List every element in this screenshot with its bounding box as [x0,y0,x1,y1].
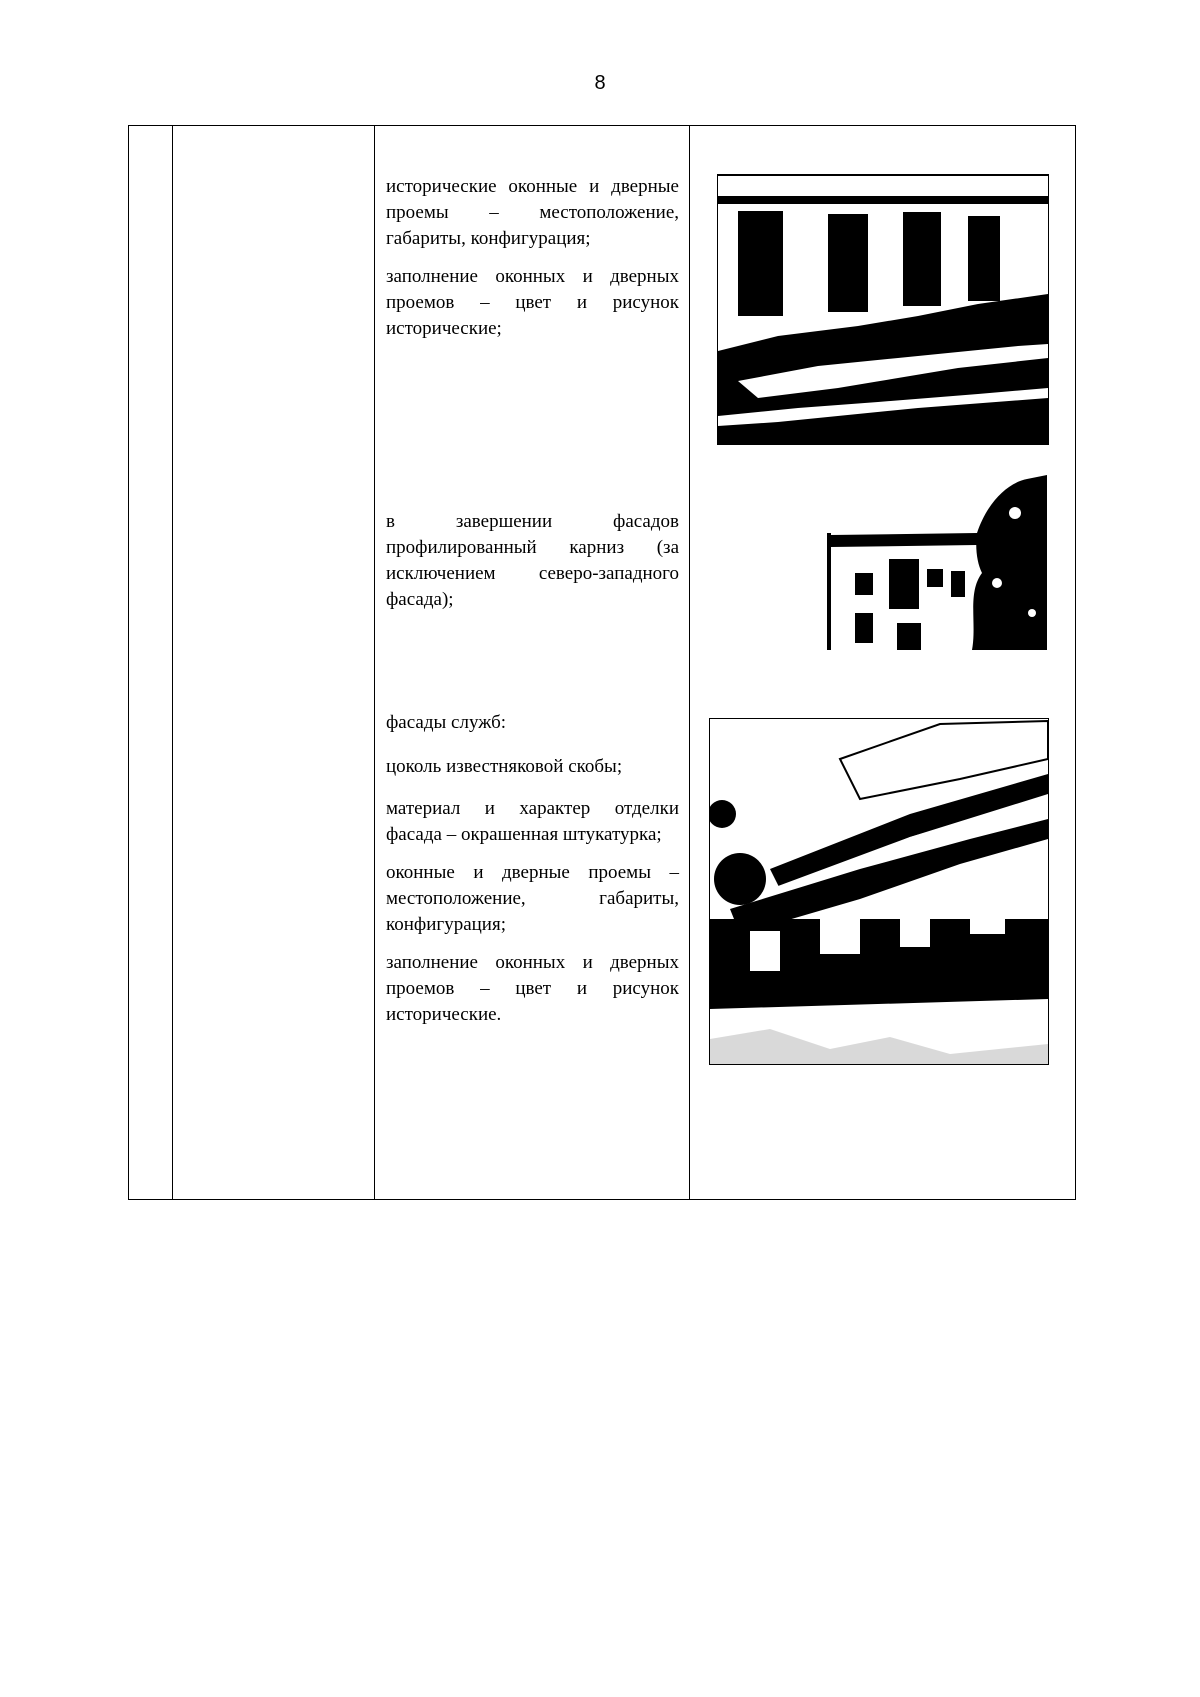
description-paragraph: фасады служб: [386,712,507,733]
description-block-cornice [386,509,679,625]
column-divider-3 [689,126,690,1199]
service-facades-image [710,719,1048,1064]
description-block-windows [386,174,679,354]
corner-building-image [827,473,1047,650]
description-paragraph: исторические оконные и дверные проемы – местоположение, габариты, конфигурация; [386,176,679,249]
facade-windows-photo [717,174,1049,445]
description-paragraph: заполнение оконных и дверных проемов – цвет и рисунок исторические; [386,266,679,339]
description-paragraph: материал и характер отделки фасада – окрашенная штукатурка; [386,798,679,845]
page-number: 8 [594,72,606,94]
column-divider-1 [172,126,173,1199]
description-paragraph: цоколь известняковой скобы; [386,756,623,777]
description-paragraph: оконные и дверные проемы – местоположение, габариты, конфигурация; [386,862,679,935]
description-block-service-facades [386,710,679,1040]
document-table [128,125,1076,1200]
description-paragraph: в завершении фасадов профилированный карниз (за исключением северо-западного фасада); [386,511,679,610]
service-facades-photo [709,718,1049,1065]
description-paragraph: заполнение оконных и дверных проемов – цвет и рисунок исторические. [386,952,679,1025]
facade-windows-image [718,176,1048,444]
corner-building-photo [827,473,1047,650]
column-divider-2 [374,126,375,1199]
